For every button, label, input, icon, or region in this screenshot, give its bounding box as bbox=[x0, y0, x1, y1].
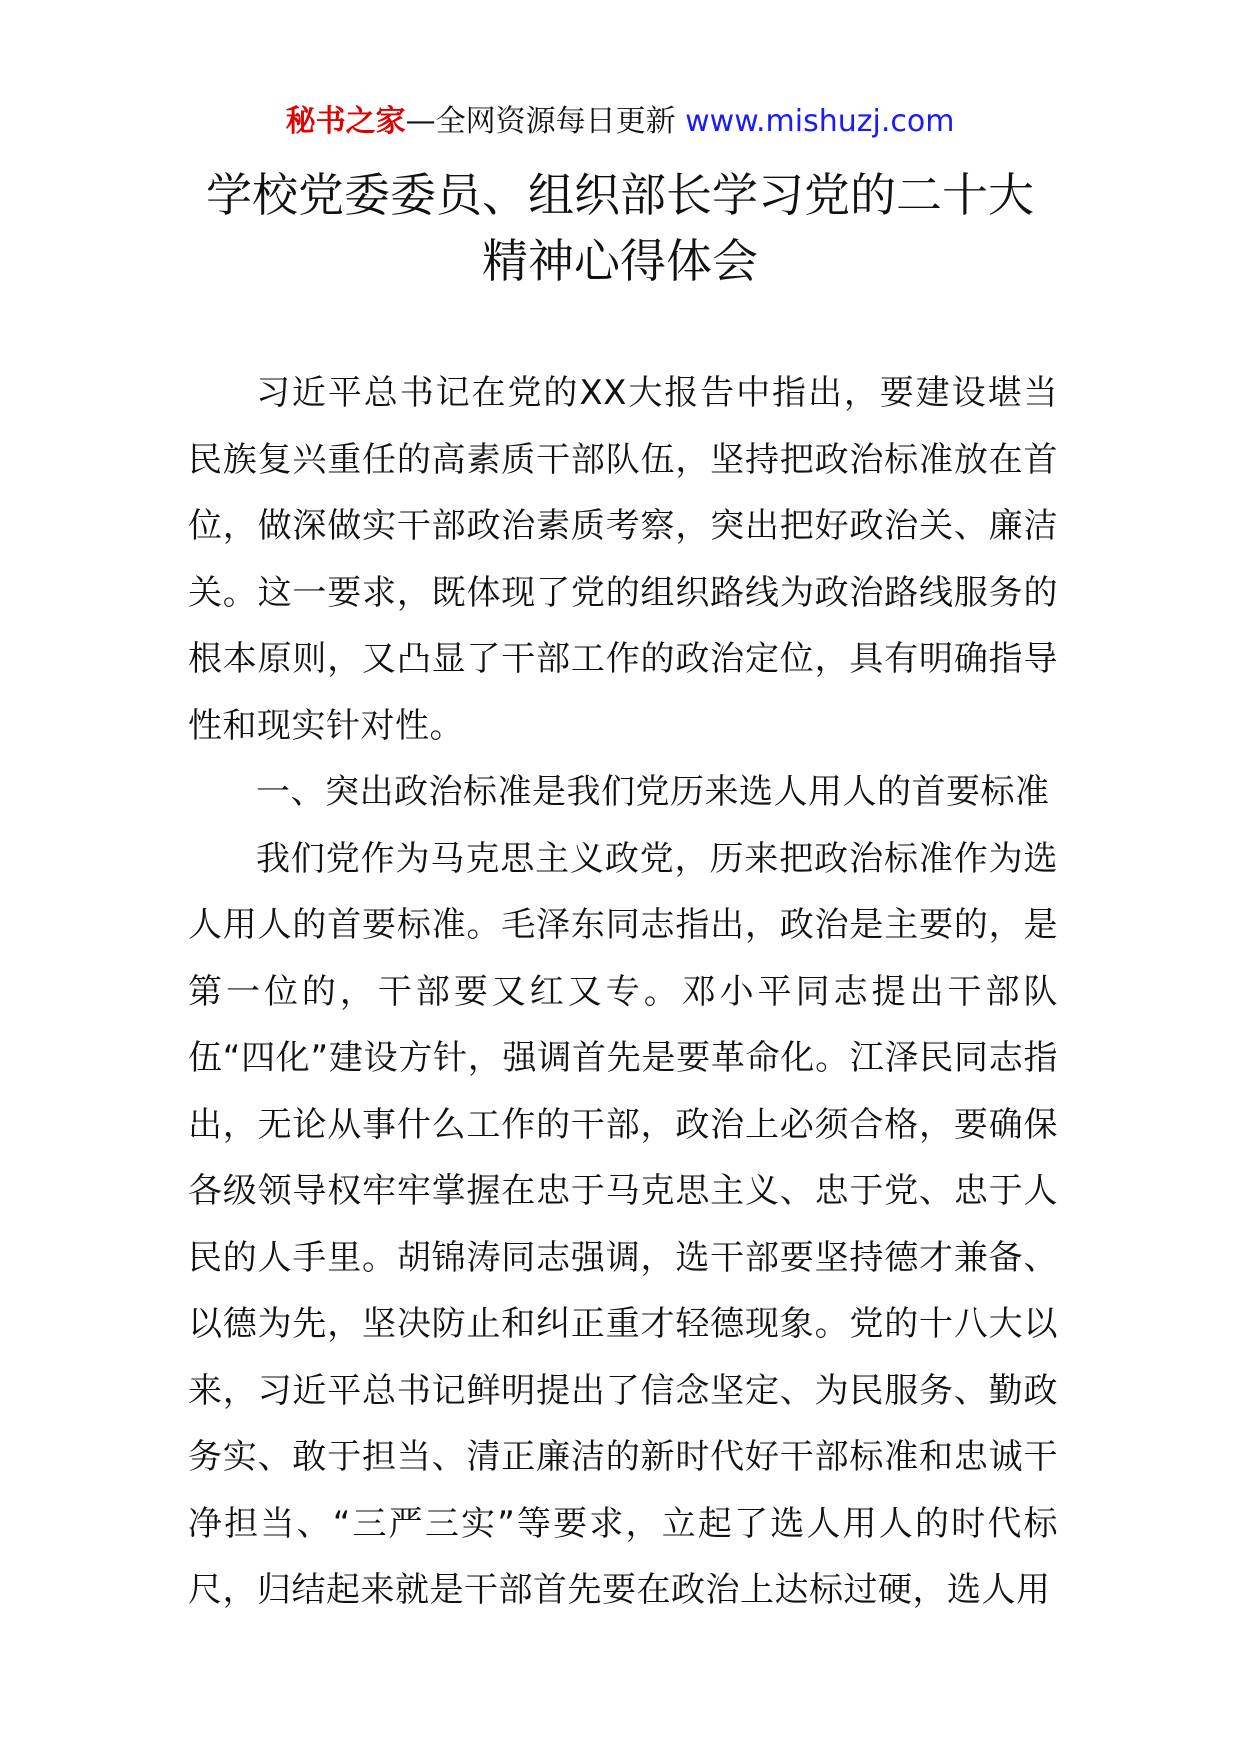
section-heading-1: 一、突出政治标准是我们党历来选人用人的首要标准 bbox=[256, 772, 1050, 812]
title-line-2: 精神心得体会 bbox=[482, 234, 758, 288]
brand-name: 秘书之家 bbox=[285, 104, 406, 139]
header-tagline: —全网资源每日更新 bbox=[405, 104, 676, 139]
document-body bbox=[188, 360, 1058, 1624]
site-header bbox=[0, 100, 1240, 144]
paragraph-intro: 习近平总书记在党的XX大报告中指出，要建设堪当民族复兴重任的高素质干部队伍，坚持把政治标准放在首位，做深做实干部政治素质考察，突出把好政治关、廉洁关。这一要求，既体现了党的组织路线为政治路线服务的根本原则，又凸显了干部工作的政治定位，具有明确指导性和现实针对性。 bbox=[188, 373, 1058, 746]
paragraph-section-1: 我们党作为马克思主义政党，历来把政治标准作为选人用人的首要标准。毛泽东同志指出，政治是主要的，是第一位的，干部要又红又专。邓小平同志提出干部队伍“四化”建设方针，强调首先是要革命化。江泽民同志指出，无论从事什么工作的干部，政治上必须合格，要确保各级领导权牢牢掌握在忠于马克思主义、忠于党、忠于人民的人手里。胡锦涛同志强调，选干部要坚持德才兼备、以德为先，坚决防止和纠正重才轻德现象。党的十八大以来，习近平总书记鲜明提出了信念坚定、为民服务、勤政务实、敢于担当、清正廉洁的新时代好干部标准和忠诚干净担当、“三严三实”等要求，立起了选人用人的时代标尺，归结起来就是干部首先要在政治上达标过硬，选人用 bbox=[188, 838, 1058, 1610]
site-link[interactable]: www.mishuzj.com bbox=[685, 104, 955, 139]
document-title bbox=[150, 162, 1090, 294]
title-line-1: 学校党委委员、组织部长学习党的二十大 bbox=[206, 168, 1034, 222]
